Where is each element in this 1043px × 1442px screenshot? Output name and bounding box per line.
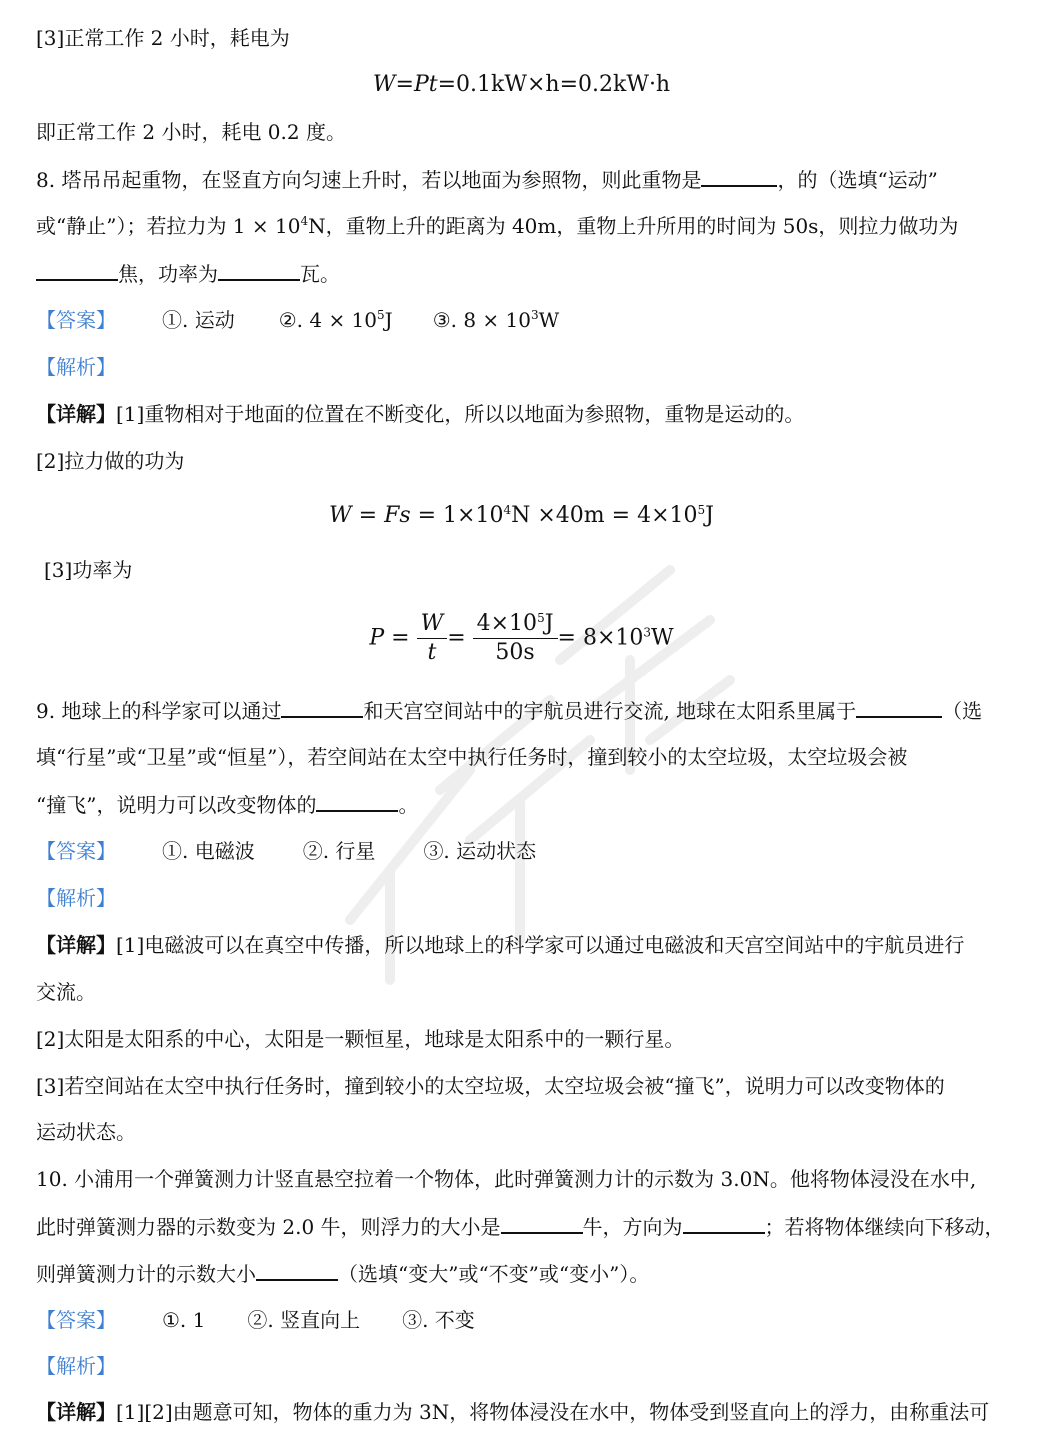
q9-detail-1: 【详解】[1]电磁波可以在真空中传播，所以地球上的科学家可以通过电磁波和天宫空间站中的宇航员进行 xyxy=(36,933,965,957)
q8-stem-line3: 焦，功率为 瓦。 xyxy=(36,259,340,288)
q8-blank-1 xyxy=(701,165,777,187)
q9-stem-line3: “撞飞”，说明力可以改变物体的 。 xyxy=(36,790,418,819)
q8-stem-line2: 或“静止”）；若拉力为 $1 \times 10^4N$，重物上升的距离为 40m，重物上升所用的时间为 50s，则拉力做功为 xyxy=(36,214,959,238)
q10-stem-line2: 此时弹簧测力器的示数变为 2.0 牛，则浮力的大小是 牛，方向为 ；若将物体继续向下移动， xyxy=(36,1212,1005,1241)
q10-stem-line3: 则弹簧测力计的示数大小 （选填“变大”或“不变”或“变小”）。 xyxy=(36,1259,649,1288)
q10-answer: 【答案】 ①. 1 ②. 竖直向上 ③. 不变 xyxy=(36,1308,475,1332)
q9-analysis-tag: 【解析】 xyxy=(36,886,116,910)
q9-detail-3: [3]若空间站在太空中执行任务时，撞到较小的太空垃圾，太空垃圾会被“撞飞”，说明力可以改变物体的 xyxy=(36,1074,945,1098)
q10-detail-1: 【详解】[1][2]由题意可知，物体的重力为 3N，将物体浸没在水中，物体受到竖直向上的浮力，由称重法可 xyxy=(36,1400,990,1424)
q10-blank-2 xyxy=(683,1212,765,1234)
prev-step-text: [3]正常工作 2 小时，耗电为 xyxy=(36,26,290,50)
q9-stem-line1: 9. 地球上的科学家可以通过 和天宫空间站中的宇航员进行交流, 地球在太阳系里属于 （选 xyxy=(36,696,982,725)
prev-conclusion: 即正常工作 2 小时，耗电 0.2 度。 xyxy=(36,120,346,144)
q8-detail-3: [3]功率为 xyxy=(44,558,133,582)
q10-blank-1 xyxy=(501,1212,583,1234)
q8-blank-2 xyxy=(36,259,118,281)
q9-detail-1-cont: 交流。 xyxy=(36,980,96,1004)
q9-blank-1 xyxy=(281,696,363,718)
q10-stem-line1: 10. 小浦用一个弹簧测力计竖直悬空拉着一个物体，此时弹簧测力计的示数为 3.0N。他将物体浸没在水中, xyxy=(36,1167,977,1191)
q10-analysis-tag: 【解析】 xyxy=(36,1354,116,1378)
q8-power-formula: P = $\frac{W}{t}$ = $\frac{4\times 10^5J}{50s}$ = $8\times 10^3W$ xyxy=(369,611,674,665)
q8-answer: 【答案】 ①. 运动 ②. $4 \times 10^5J$ ③. $8 \times 10^3W$ xyxy=(36,308,560,332)
q9-blank-2 xyxy=(856,696,942,718)
q8-analysis-tag: 【解析】 xyxy=(36,355,116,379)
prev-formula: W=Pt=0.1kW×h=0.2kW·h xyxy=(372,72,671,97)
q10-blank-3 xyxy=(256,1259,338,1281)
q8-blank-3 xyxy=(218,259,300,281)
q8-detail-2: [2]拉力做的功为 xyxy=(36,449,185,473)
q8-stem-line1: 8. 塔吊吊起重物，在竖直方向匀速上升时，若以地面为参照物，则此重物是 ，的（选填“运动” xyxy=(36,165,938,194)
q9-answer: 【答案】 ①. 电磁波 ②. 行星 ③. 运动状态 xyxy=(36,839,537,863)
q9-stem-line2: 填“行星”或“卫星”或“恒星”），若空间站在太空中执行任务时，撞到较小的太空垃圾，太空垃圾会被 xyxy=(36,745,908,769)
q9-blank-3 xyxy=(316,790,398,812)
q9-detail-2: [2]太阳是太阳系的中心，太阳是一颗恒星，地球是太阳系中的一颗行星。 xyxy=(36,1027,685,1051)
q9-detail-3-cont: 运动状态。 xyxy=(36,1120,136,1144)
q8-detail-1: 【详解】[1]重物相对于地面的位置在不断变化，所以以地面为参照物，重物是运动的。 xyxy=(36,402,805,426)
q8-work-formula: $W = Fs = 1\times 10^4N \times 40m = 4\times 10^5J$ xyxy=(329,503,714,528)
